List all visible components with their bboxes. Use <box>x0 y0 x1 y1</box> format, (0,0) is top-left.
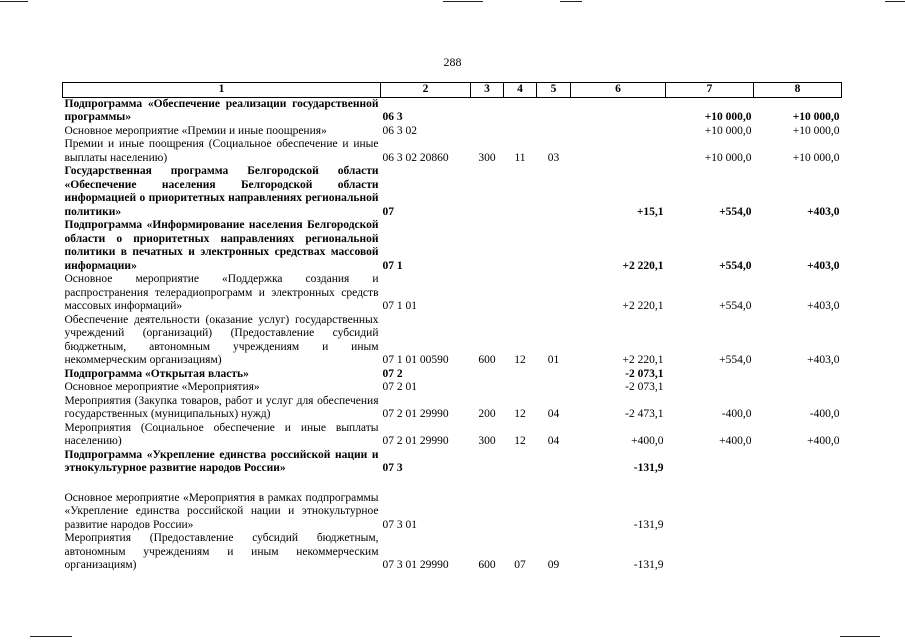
row-code: 06 3 02 20860 <box>382 151 449 164</box>
row-amount-col8: +400,0 <box>807 435 840 447</box>
row-amount-col6: -131,9 <box>633 462 664 474</box>
row-amount-col6 <box>571 125 666 139</box>
row-name: Подпрограмма «Информирование населения Белгородской области о приоритетных направлениях региональной политики в печатных и электронных средствах массовой информации» <box>64 219 379 272</box>
row-amount-col7 <box>666 449 754 476</box>
column-header: 7 <box>666 83 754 98</box>
row-name <box>63 476 381 492</box>
table-row <box>63 273 842 314</box>
row-subsection <box>537 273 571 314</box>
table-row <box>63 368 842 382</box>
row-section: 12 <box>514 354 526 366</box>
row-amount-col6: -131,9 <box>633 518 664 531</box>
table-row <box>63 165 842 219</box>
row-name: Мероприятия (Закупка товаров, работ и услуг для обеспечения государственных (муниципальных) нужд) <box>64 394 379 420</box>
row-vr <box>471 476 504 492</box>
column-header: 5 <box>537 83 571 98</box>
row-amount-col7 <box>666 532 754 573</box>
row-amount-col7 <box>666 368 754 382</box>
row-amount-col7: -400,0 <box>721 408 752 420</box>
scan-artifact <box>840 636 880 637</box>
row-code: 07 3 01 <box>382 518 417 531</box>
row-amount-col7: +10 000,0 <box>704 111 752 123</box>
row-section <box>504 219 537 273</box>
row-vr <box>471 449 504 476</box>
column-header: 6 <box>571 83 666 98</box>
row-section: 12 <box>514 435 526 447</box>
row-code: 07 2 <box>382 367 403 380</box>
row-amount-col8: +403,0 <box>807 259 840 272</box>
row-vr <box>471 125 504 139</box>
row-amount-col6 <box>571 138 666 165</box>
row-amount-col7: +400,0 <box>719 435 752 447</box>
table-row <box>63 422 842 449</box>
row-code: 07 1 <box>382 259 403 272</box>
row-amount-col6: +2 220,1 <box>622 300 664 312</box>
row-amount-col6: +400,0 <box>631 435 664 447</box>
scan-artifact <box>560 1 582 2</box>
row-amount-col6: -2 073,1 <box>625 381 664 393</box>
table-row <box>63 395 842 422</box>
scan-artifact <box>443 1 483 2</box>
table-row <box>63 97 842 125</box>
row-name: Обеспечение деятельности (оказание услуг) государственных учреждений (организаций) (Предоставление субсидий бюджетным, автономным учреждениям и иным некоммерческим организациям) <box>64 313 379 366</box>
row-code: 07 3 <box>382 462 403 474</box>
row-subsection <box>537 381 571 395</box>
table-row <box>63 532 842 573</box>
row-amount-col7 <box>666 492 754 533</box>
row-vr <box>471 219 504 273</box>
row-amount-col6: +2 220,1 <box>622 354 664 366</box>
scan-artifact <box>885 1 905 2</box>
row-amount-col7: +10 000,0 <box>704 124 752 137</box>
row-subsection <box>537 449 571 476</box>
row-subsection: 09 <box>547 559 560 571</box>
row-section <box>504 449 537 476</box>
row-section <box>504 125 537 139</box>
row-amount-col6: -2 473,1 <box>625 408 664 420</box>
table-row <box>63 381 842 395</box>
row-amount-col6: +15,1 <box>636 205 664 218</box>
row-section <box>504 476 537 492</box>
table-header <box>63 83 842 98</box>
scan-artifact <box>0 1 28 2</box>
row-name: Мероприятия (Предоставление субсидий бюджетным, автономным учреждениям и иным некоммерческим организациям) <box>64 532 379 571</box>
table-row <box>63 219 842 273</box>
row-amount-col8 <box>754 368 842 382</box>
row-code: 07 1 01 00590 <box>382 354 449 366</box>
column-header: 1 <box>63 83 381 98</box>
row-vr <box>471 97 504 125</box>
table-row <box>63 449 842 476</box>
page-number: 288 <box>443 55 462 69</box>
row-amount-col8 <box>754 476 842 492</box>
row-vr <box>471 273 504 314</box>
row-section <box>504 492 537 533</box>
table-row <box>63 314 842 368</box>
row-section: 07 <box>514 559 526 571</box>
row-subsection: 03 <box>547 151 560 164</box>
row-name: Премии и иные поощрения (Социальное обеспечение и иные выплаты населению) <box>64 138 379 164</box>
row-code <box>381 476 471 492</box>
row-vr: 600 <box>478 559 496 571</box>
row-amount-col8: +403,0 <box>807 205 840 218</box>
row-code: 06 3 02 <box>382 124 417 137</box>
row-amount-col8: +403,0 <box>807 300 840 312</box>
row-amount-col6 <box>571 476 666 492</box>
column-header: 8 <box>754 83 842 98</box>
row-amount-col7: +554,0 <box>719 300 752 312</box>
row-name: Мероприятия (Социальное обеспечение и иные выплаты населению) <box>64 421 379 447</box>
row-subsection <box>537 125 571 139</box>
row-name: Основное мероприятие «Мероприятия в рамках подпрограммы «Укрепление единства российской нации и этнокультурное развитие народов России» <box>64 491 379 531</box>
row-subsection <box>537 492 571 533</box>
row-subsection: 04 <box>547 408 560 420</box>
row-section <box>504 273 537 314</box>
row-subsection <box>537 368 571 382</box>
column-header: 4 <box>504 83 537 98</box>
row-amount-col7 <box>666 476 754 492</box>
row-section <box>504 97 537 125</box>
row-amount-col6: -2 073,1 <box>625 367 664 380</box>
row-amount-col8: +10 000,0 <box>792 124 840 137</box>
row-amount-col8: +403,0 <box>807 354 840 366</box>
row-section: 11 <box>514 151 526 164</box>
row-amount-col8: +10 000,0 <box>792 151 840 164</box>
row-code: 07 <box>382 205 394 218</box>
row-amount-col6: +2 220,1 <box>622 259 664 272</box>
row-subsection: 01 <box>547 354 560 366</box>
row-section <box>504 381 537 395</box>
row-code: 07 2 01 <box>382 381 417 393</box>
row-section <box>504 165 537 219</box>
row-code: 06 3 <box>382 111 403 123</box>
row-vr <box>471 368 504 382</box>
row-vr <box>471 381 504 395</box>
row-subsection: 04 <box>547 435 560 447</box>
row-amount-col7: +10 000,0 <box>704 151 752 164</box>
row-amount-col8: +10 000,0 <box>792 111 840 123</box>
row-amount-col7 <box>666 381 754 395</box>
row-vr <box>471 165 504 219</box>
row-name: Подпрограмма «Обеспечение реализации государственной программы» <box>64 97 379 123</box>
row-amount-col8: -400,0 <box>809 408 840 420</box>
row-subsection <box>537 476 571 492</box>
row-amount-col8 <box>754 449 842 476</box>
table-row <box>63 492 842 533</box>
row-section: 12 <box>514 408 526 420</box>
row-amount-col7: +554,0 <box>719 205 752 218</box>
table-row <box>63 138 842 165</box>
row-amount-col8 <box>754 492 842 533</box>
column-header: 2 <box>381 83 471 98</box>
row-vr: 600 <box>478 354 496 366</box>
row-name: Основное мероприятие «Премии и иные поощрения» <box>64 124 327 137</box>
row-subsection <box>537 97 571 125</box>
row-amount-col6: -131,9 <box>633 559 664 571</box>
table-row <box>63 476 842 492</box>
row-vr: 300 <box>478 435 496 447</box>
row-amount-col7: +554,0 <box>719 354 752 366</box>
row-amount-col7: +554,0 <box>719 259 752 272</box>
row-code: 07 3 01 29990 <box>382 559 449 571</box>
row-subsection <box>537 219 571 273</box>
row-name: Государственная программа Белгородской области «Обеспечение населения Белгородской области информацией о приоритетных направлениях региональной политики» <box>64 165 379 218</box>
row-name: Основное мероприятие «Мероприятия» <box>64 381 260 393</box>
table-row <box>63 125 842 139</box>
scan-artifact <box>30 636 72 637</box>
row-amount-col8 <box>754 532 842 573</box>
row-section <box>504 368 537 382</box>
row-code: 07 1 01 <box>382 300 417 312</box>
row-vr: 300 <box>478 151 496 164</box>
row-subsection <box>537 165 571 219</box>
column-header: 3 <box>471 83 504 98</box>
row-name: Подпрограмма «Укрепление единства российской нации и этнокультурное развитие народов России» <box>64 448 379 474</box>
budget-table <box>62 82 842 573</box>
row-name: Подпрограмма «Открытая власть» <box>64 367 249 380</box>
row-amount-col6 <box>571 97 666 125</box>
row-vr <box>471 492 504 533</box>
row-amount-col8 <box>754 381 842 395</box>
row-code: 07 2 01 29990 <box>382 408 449 420</box>
row-vr: 200 <box>478 408 496 420</box>
row-code: 07 2 01 29990 <box>382 435 449 447</box>
row-name: Основное мероприятие «Поддержка создания и распространения телерадиопрограмм и электронных средств массовых информаций» <box>64 273 379 312</box>
